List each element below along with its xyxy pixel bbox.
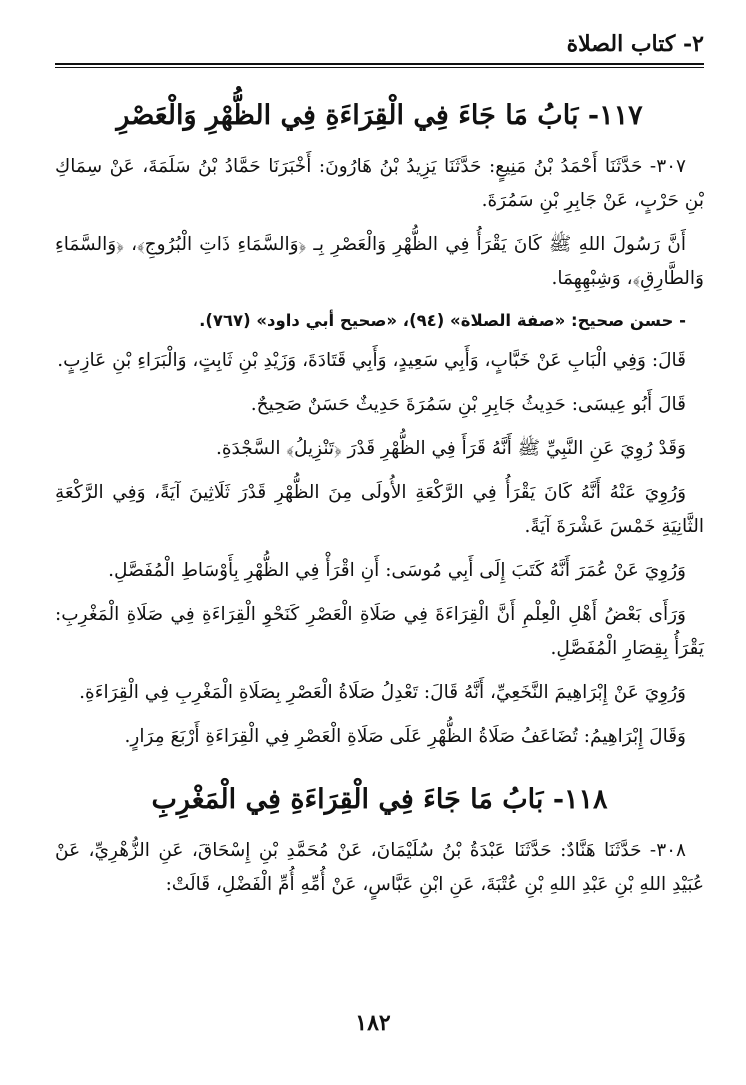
running-header: ٢- كتاب الصلاة [566, 31, 704, 57]
page-number: ١٨٢ [355, 1010, 391, 1036]
hadith-grade: - حسن صحيح: «صفة الصلاة» (٩٤)، «صحيح أبي داود» (٧٦٧). [199, 311, 686, 330]
commentary-paragraph: وَرُوِيَ عَنْ عُمَرَ أَنَّهُ كَتَبَ إِلَى أَبِي مُوسَى: أَنِ اقْرَأْ فِي الظُّهْرِ بِأَوْسَاطِ الْمُفَصَّلِ. [108, 560, 686, 581]
hadith-308-isnad: ٣٠٨- حَدَّثَنَا هَنَّادٌ: حَدَّثَنَا عَبْدَةُ بْنُ سُلَيْمَانَ، عَنْ مُحَمَّدِ بْنِ إِسْحَاقَ، عَنِ الزُّهْرِيِّ، عَنْ عُبَيْدِ اللهِ بْنِ عَبْدِ اللهِ بْنِ عُتْبَةَ، عَنِ ابْنِ عَبَّاسٍ، عَنْ أُمِّهِ أُمِّ الْفَضْلِ، قَالَتْ: [55, 840, 704, 895]
commentary-paragraph: وَقَالَ إِبْرَاهِيمُ: تُضَاعَفُ صَلَاةُ الظُّهْرِ عَلَى صَلَاةِ الْعَصْرِ فِي الْقِرَاءَةِ أَرْبَعَ مِرَارٍ. [124, 726, 686, 747]
hadith-307-isnad: ٣٠٧- حَدَّثَنَا أَحْمَدُ بْنُ مَنِيعٍ: حَدَّثَنَا يَزِيدُ بْنُ هَارُونَ: أَخْبَرَنَا حَمَّادُ بْنُ سَلَمَةَ، عَنْ سِمَاكِ بْنِ حَرْبٍ، عَنْ جَابِرِ بْنِ سَمُرَةَ. [55, 156, 704, 211]
header-rule-thick [55, 63, 704, 65]
commentary-paragraph: قَالَ أَبُو عِيسَى: حَدِيثُ جَابِرِ بْنِ سَمُرَةَ حَدِيثٌ حَسَنٌ صَحِيحٌ. [250, 394, 686, 415]
header-rule-thin [55, 67, 704, 68]
commentary-paragraph: وَرَأَى بَعْضُ أَهْلِ الْعِلْمِ أَنَّ الْقِرَاءَةَ فِي صَلَاةِ الْعَصْرِ كَنَحْوِ الْقِرَاءَةِ فِي صَلَاةِ الْمَغْرِبِ: يَقْرَأُ بِقِصَارِ الْمُفَصَّلِ. [55, 604, 704, 659]
commentary-paragraph: قَالَ: وَفِي الْبَابِ عَنْ خَبَّابٍ، وَأَبِي سَعِيدٍ، وَأَبِي قَتَادَةَ، وَزَيْدِ بْنِ ثَابِتٍ، وَالْبَرَاءِ بْنِ عَازِبٍ. [57, 350, 686, 371]
chapter-heading-117: ١١٧- بَابُ مَا جَاءَ فِي الْقِرَاءَةِ فِي الظُّهْرِ وَالْعَصْرِ [116, 100, 643, 131]
commentary-paragraph: وَرُوِيَ عَنْهُ أَنَّهُ كَانَ يَقْرَأُ فِي الرَّكْعَةِ الأُولَى مِنَ الظُّهْرِ قَدْرَ ثَلَاثِينَ آيَةً، وَفِي الرَّكْعَةِ الثَّانِيَةِ خَمْسَ عَشْرَةَ آيَةً. [55, 482, 704, 537]
commentary-paragraph: وَرُوِيَ عَنْ إِبْرَاهِيمَ النَّخَعِيِّ، أَنَّهُ قَالَ: تَعْدِلُ صَلَاةُ الْعَصْرِ بِصَلَاةِ الْمَغْرِبِ فِي الْقِرَاءَةِ. [79, 682, 686, 703]
page-content [55, 92, 704, 912]
chapter-heading-118: ١١٨- بَابُ مَا جَاءَ فِي الْقِرَاءَةِ فِي الْمَغْرِبِ [151, 784, 608, 815]
commentary-paragraph: وَقَدْ رُوِيَ عَنِ النَّبِيِّ ﷺ أَنَّهُ قَرَأَ فِي الظُّهْرِ قَدْرَ ﴿تَنْزِيلُ﴾ السَّجْدَةِ. [215, 438, 686, 459]
hadith-307-matn: أَنَّ رَسُولَ اللهِ ﷺ كَانَ يَقْرَأُ فِي الظُّهْرِ وَالْعَصْرِ بِـ ﴿وَالسَّمَاءِ ذَاتِ الْبُرُوجِ﴾، ﴿وَالسَّمَاءِ وَالطَّارِقِ﴾، وَشِبْهِهِمَا. [55, 234, 704, 289]
